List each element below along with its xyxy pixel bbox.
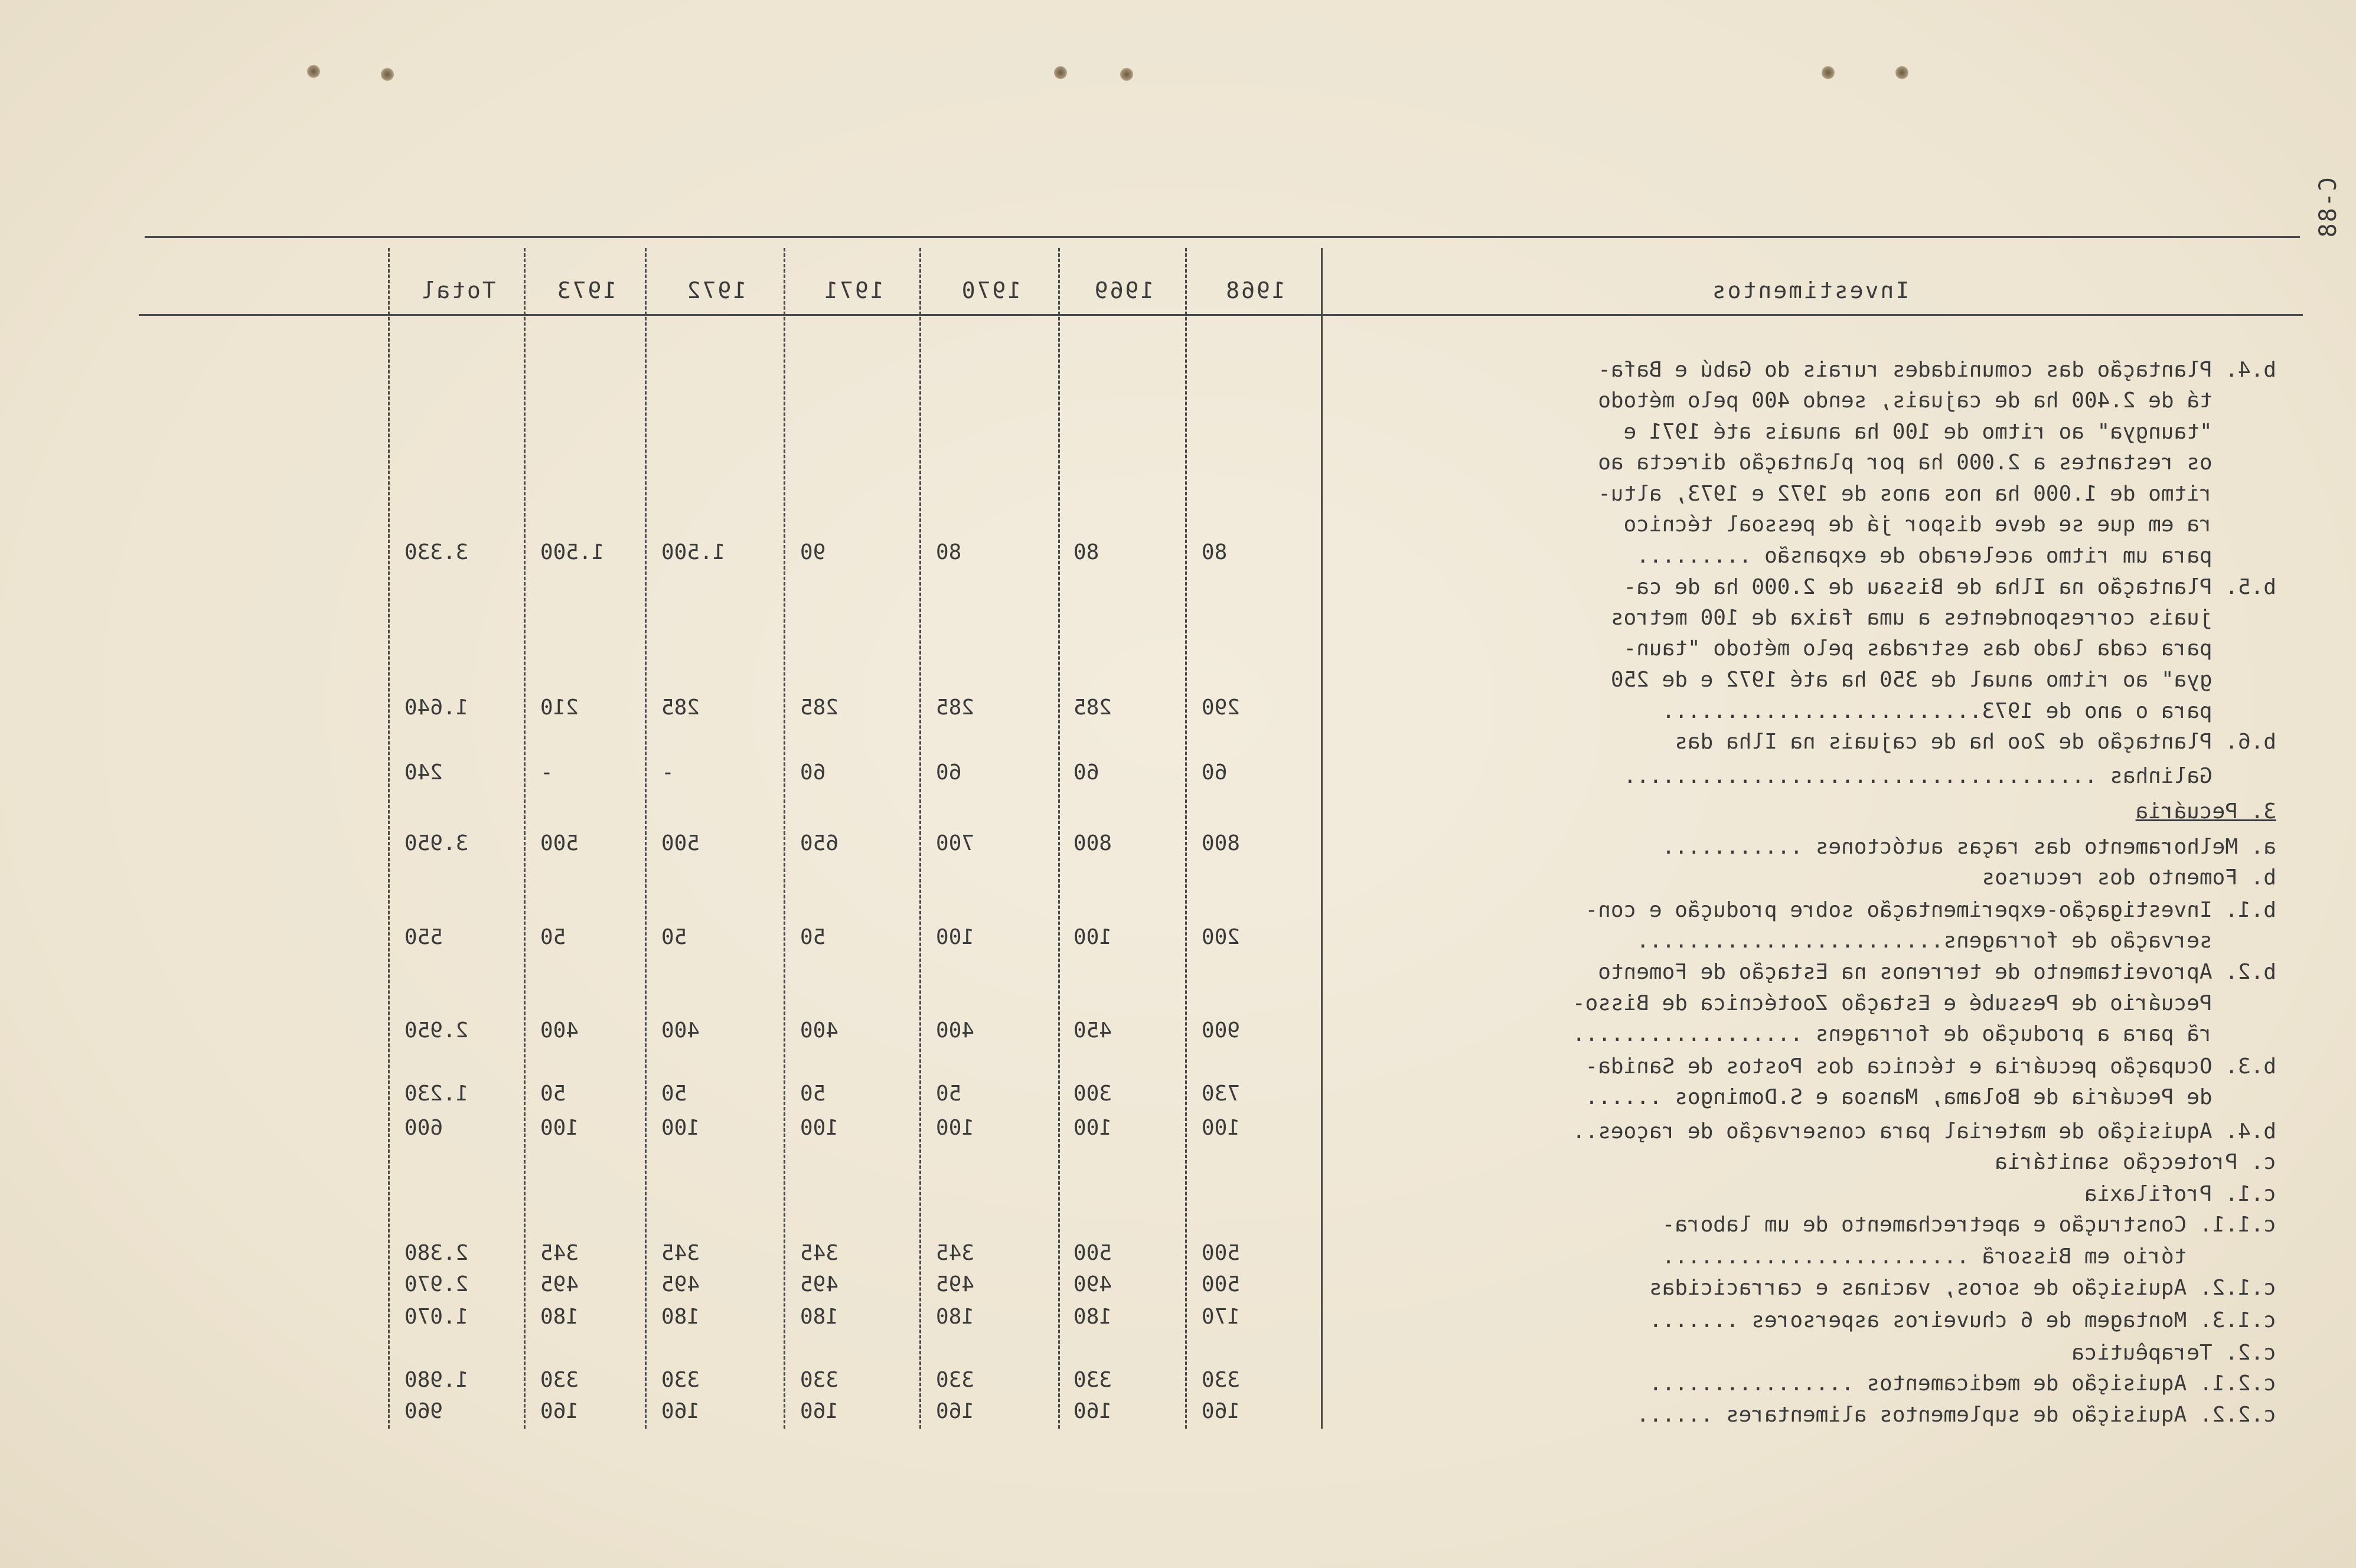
value-1969: 300 [1073,1082,1112,1106]
table-row [145,760,2297,796]
value-1969: 500 [1073,1241,1112,1265]
value-1969: 285 [1073,695,1112,720]
table-row [145,1051,2297,1086]
table-row [145,571,2297,607]
row-description: rã para a produção de forragens .................. [1572,1022,2276,1046]
row-description: "taungya" ao ritmo de 100 ha anuais até 1971 e [1623,420,2276,444]
value-1972: 495 [661,1272,700,1296]
row-description: b.3. Ocupação pecuária e técnica dos Postos de Sanida- [1585,1054,2276,1079]
table-row [145,726,2297,762]
value-1970: 345 [936,1241,975,1265]
table-row [145,1209,2297,1244]
value-total: 2.950 [404,1018,469,1043]
value-1969: 100 [1073,925,1112,949]
header-total: Total [419,277,496,303]
value-1969: 100 [1073,1116,1112,1140]
row-description: c.2.1. Aquisição de medicamentos ................ [1649,1371,2276,1396]
value-1972: 50 [661,925,687,949]
value-1973: 400 [540,1018,579,1043]
table-row [145,416,2297,452]
row-description: c.1.2. Aquisição de soros, vacinas e carracicidas [1649,1276,2276,1300]
row-description: c.2.2. Aquisição de suplementos alimentares ...... [1636,1403,2276,1427]
table-row [145,478,2297,514]
row-description: a. Melhoramento das raças autóctones ........... [1662,835,2276,859]
investment-table [145,248,2297,1429]
table-row [145,956,2297,992]
value-1972: 1.500 [661,540,726,564]
value-1968: 170 [1202,1305,1241,1329]
header-year-1971: 1971 [823,277,884,303]
value-1971: 100 [800,1116,839,1140]
table-row [145,540,2297,576]
table-row [145,1241,2297,1276]
table-row [145,664,2297,700]
row-description: servação de forragens........................ [1636,929,2276,953]
value-1972: 160 [661,1399,700,1423]
table-row [145,1116,2297,1151]
value-1970: 330 [936,1368,975,1392]
value-1970: 80 [936,540,962,564]
table-row [145,1272,2297,1308]
value-1968: 730 [1202,1082,1241,1106]
value-1970: 495 [936,1272,975,1296]
row-description: gya" ao ritmo anual de 350 ha até 1972 e de 250 [1610,668,2276,692]
value-1971: 90 [800,540,826,564]
row-description: para um ritmo acelerado de expansão ......... [1636,544,2276,568]
value-1968: 200 [1202,925,1241,949]
table-row [145,1337,2297,1373]
row-description: tá de 2.400 ha de cajuais, sendo 400 pelo método [1598,388,2276,413]
value-1970: 180 [936,1305,975,1329]
value-total: 240 [404,760,443,785]
table-row [145,831,2297,867]
table-row [145,1368,2297,1403]
value-total: 3.330 [404,540,469,564]
value-1971: 160 [800,1399,839,1423]
header-year-1969: 1969 [1092,277,1154,303]
table-row [145,988,2297,1023]
row-description: tório em Bissorã ........................ [1662,1244,2276,1269]
value-1973: 345 [540,1241,579,1265]
table-top-rule [145,236,2300,238]
value-total: 1.640 [404,695,469,720]
table-row [145,1178,2297,1214]
row-description: para o ano de 1973......................... [1662,699,2276,723]
value-1971: 50 [800,1082,826,1106]
value-1968: 100 [1202,1116,1241,1140]
value-total: 2.970 [404,1272,469,1296]
header-year-1968: 1968 [1224,277,1285,303]
value-1970: 50 [936,1082,962,1106]
row-description: c.1.1. Construção e apetrechamento de um labora- [1662,1213,2276,1237]
value-total: 550 [404,925,443,949]
value-1971: 60 [800,760,826,785]
row-description: Pecuário de Pessubé e Estação Zootécnica de Bisso- [1572,991,2276,1015]
value-1968: 500 [1202,1241,1241,1265]
value-total: 2.380 [404,1241,469,1265]
value-1972: - [661,760,674,785]
row-description: c.1.3. Montagem de 6 chuveiros aspersores ....... [1649,1308,2276,1332]
value-1969: 160 [1073,1399,1112,1423]
row-description: c. Protecção sanitária [1995,1150,2276,1174]
row-description: juais correspondentes a uma faixa de 100 metros [1610,606,2276,630]
row-description: b.2. Aproveitamento de terrenos na Estação de Fomento [1598,960,2276,984]
value-1968: 60 [1202,760,1228,785]
value-1971: 495 [800,1272,839,1296]
row-description: ra em que se deve dispor já de pessoal técnico [1623,512,2276,537]
value-1973: 1.500 [540,540,605,564]
value-1973: 50 [540,1082,566,1106]
value-1972: 50 [661,1082,687,1106]
value-1973: 180 [540,1305,579,1329]
value-total: 600 [404,1116,443,1140]
value-1968: 900 [1202,1018,1241,1043]
header-year-1972: 1972 [685,277,747,303]
value-1971: 285 [800,695,839,720]
table-row [145,509,2297,544]
table-row [145,633,2297,668]
value-1968: 800 [1202,831,1241,855]
value-1969: 800 [1073,831,1112,855]
page-number: C-88 [2315,177,2342,239]
row-description: de Pecuária de Bolama, Mansoa e S.Domingos ...... [1585,1085,2276,1109]
value-1970: 160 [936,1399,975,1423]
header-year-1970: 1970 [960,277,1022,303]
value-1970: 60 [936,760,962,785]
table-row [145,796,2297,831]
row-description: c.1. Profilaxia [2084,1182,2276,1206]
table-row [145,1305,2297,1340]
value-1968: 160 [1202,1399,1241,1423]
table-row [145,695,2297,731]
table-row [145,1399,2297,1435]
table-row [145,447,2297,482]
row-description: b.4. Aquisição de material para conservação de raçoes.. [1572,1119,2276,1144]
row-description: b.6. Plantação de 2oo ha de cajuais na Ilha das [1675,730,2276,754]
header-investimentos: Investimentos [1710,277,1910,303]
row-description: 3. Pecuária [2135,799,2276,824]
value-total: 960 [404,1399,443,1423]
value-1969: 80 [1073,540,1099,564]
table-row [145,354,2297,390]
value-total: 1.230 [404,1082,469,1106]
table-row [145,1082,2297,1117]
value-1969: 60 [1073,760,1099,785]
value-1972: 180 [661,1305,700,1329]
value-total: 1.070 [404,1305,469,1329]
value-1972: 285 [661,695,700,720]
row-description: b.5. Plantação na Ilha de Bissau de 2.000 ha de ca- [1623,575,2276,599]
value-1971: 400 [800,1018,839,1043]
value-1969: 450 [1073,1018,1112,1043]
table-row [145,602,2297,638]
value-1973: 330 [540,1368,579,1392]
row-description: b. Fomento dos recursos [1982,865,2276,890]
value-1971: 180 [800,1305,839,1329]
value-1968: 80 [1202,540,1228,564]
value-total: 3.950 [404,831,469,855]
header-year-1973: 1973 [555,277,617,303]
row-description: os restantes a 2.000 ha por plantação directa ao [1598,450,2276,475]
value-1969: 180 [1073,1305,1112,1329]
table-row [145,894,2297,930]
value-1971: 50 [800,925,826,949]
row-description: b.1. Investigação-experimentação sobre produção e con- [1585,898,2276,922]
value-1970: 285 [936,695,975,720]
value-1973: - [540,760,553,785]
value-1968: 330 [1202,1368,1241,1392]
value-1970: 400 [936,1018,975,1043]
value-1972: 500 [661,831,700,855]
value-1973: 50 [540,925,566,949]
value-1972: 400 [661,1018,700,1043]
value-1970: 100 [936,925,975,949]
table-row [145,1146,2297,1182]
table-row [145,925,2297,961]
value-1972: 330 [661,1368,700,1392]
table-row [145,862,2297,897]
value-1973: 210 [540,695,579,720]
value-1970: 700 [936,831,975,855]
row-description: para cada lado das estradas pelo método "taun- [1623,636,2276,661]
row-description: ritmo de 1.000 ha nos anos de 1972 e 1973, altu- [1598,482,2276,506]
value-1971: 330 [800,1368,839,1392]
table-row [145,385,2297,420]
value-1968: 500 [1202,1272,1241,1296]
value-1973: 100 [540,1116,579,1140]
table-header-rule [139,314,2303,316]
value-1972: 100 [661,1116,700,1140]
value-1973: 495 [540,1272,579,1296]
row-description: c.2. Terapêutica [2071,1341,2276,1365]
table-row [145,1018,2297,1054]
row-description: Galinhas ..................................... [1623,764,2276,788]
value-1968: 290 [1202,695,1241,720]
value-1973: 160 [540,1399,579,1423]
value-1971: 650 [800,831,839,855]
value-1973: 500 [540,831,579,855]
value-1969: 330 [1073,1368,1112,1392]
row-description: b.4. Plantação das comunidades rurais do Gabú e Bafa- [1598,358,2276,382]
value-1969: 490 [1073,1272,1112,1296]
value-1972: 345 [661,1241,700,1265]
value-total: 1.980 [404,1368,469,1392]
value-1970: 100 [936,1116,975,1140]
value-1971: 345 [800,1241,839,1265]
